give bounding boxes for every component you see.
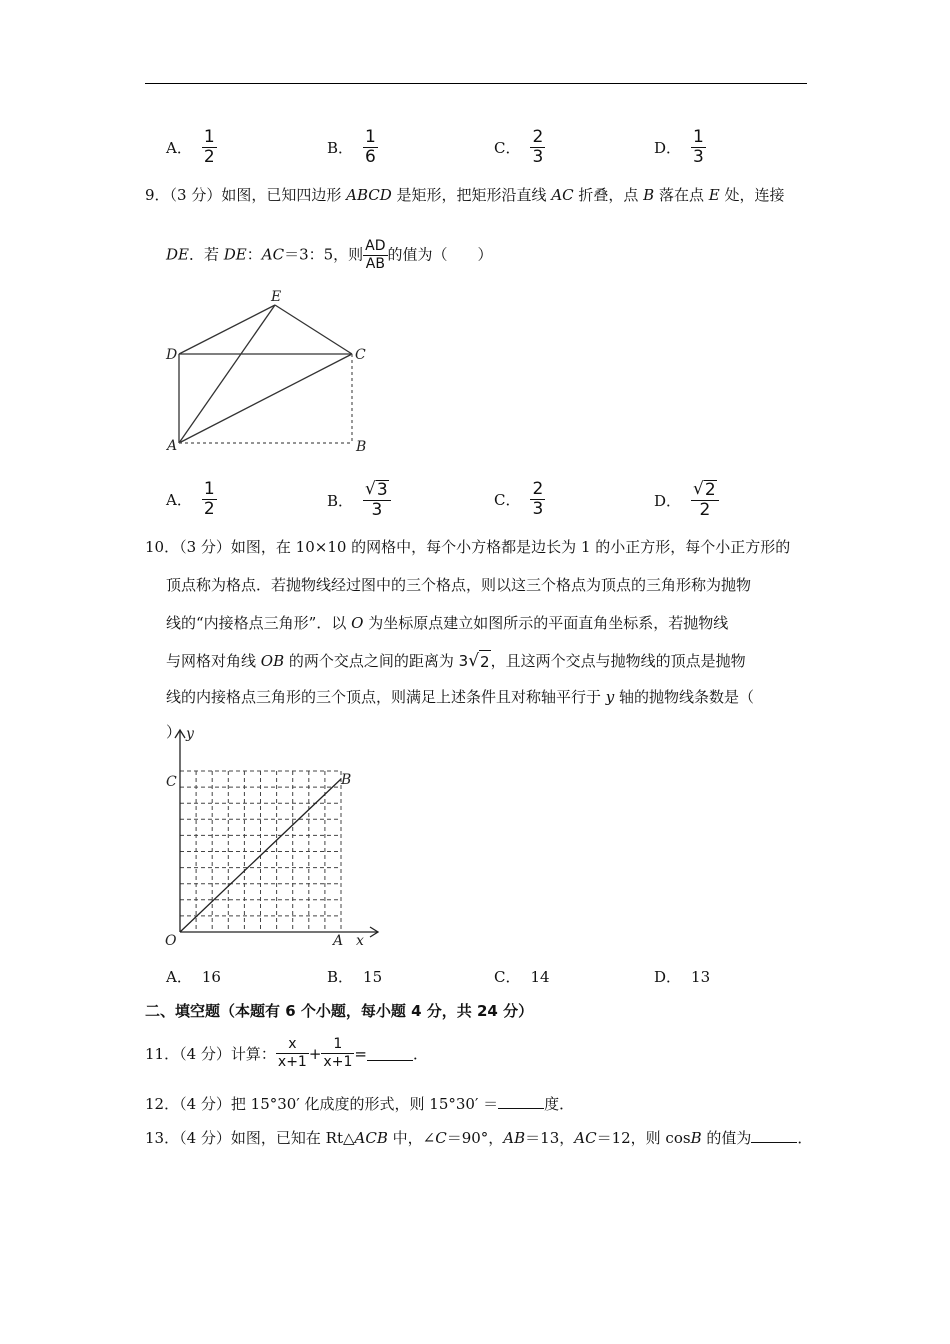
q9-stem-line2: DE．若 DE：AC＝3：5，则 $\frac{AD}{AB}$ 的值为（ ） [166, 238, 493, 272]
grid-lines [180, 771, 341, 932]
answer-blank[interactable] [498, 1094, 544, 1109]
fraction: √ 3 3 [363, 480, 391, 520]
label-b: B [341, 772, 352, 788]
label-c: C [355, 347, 366, 363]
header-rule [145, 83, 807, 84]
q9-option-c[interactable]: C． $\frac{2}{3}$ [494, 479, 544, 519]
q10-stem-line1: 10．（3 分）如图，在 10×10 的网格中，每个小方格都是边长为 1 的小正方形，每个小正方形的 [145, 538, 791, 556]
q13: 13．（4 分）如图，已知在 Rt△ACB 中，∠C＝90°，AB＝13，AC＝12，则 cosB 的值为 ． [145, 1129, 813, 1147]
answer-blank[interactable] [367, 1046, 413, 1061]
segment-ac [179, 354, 352, 443]
q10-grid-figure [160, 724, 390, 954]
fraction: $\frac{1}{6}$ [365, 127, 376, 167]
segment-de [179, 305, 275, 354]
q10-option-a[interactable]: A． 16 [166, 967, 221, 986]
section-title: 二、填空题（本题有 6 个小题，每小题 4 分，共 24 分） [145, 1002, 534, 1020]
fraction: $\frac{x}{x+1}$ [277, 1036, 307, 1070]
label-y: y [186, 726, 194, 742]
q10-stem-line5: 线的内接格点三角形的三个顶点，则满足上述条件且对称轴平行于 y 轴的抛物线条数是（ [166, 688, 755, 706]
sqrt-expression: 3 √ 2 [458, 651, 490, 671]
segment-ec [275, 305, 352, 354]
label-e: E [271, 289, 282, 305]
fraction: $\frac{1}{2}$ [203, 127, 215, 167]
fraction: $\frac{2}{3}$ [532, 479, 544, 519]
label-c: C [166, 774, 177, 790]
fraction: √ 2 2 [691, 480, 719, 520]
q9-option-a[interactable]: A． $\frac{1}{2}$ [166, 479, 215, 519]
q10-stem-line6: ） [166, 723, 182, 741]
label-a: A [167, 438, 178, 454]
q8-option-a[interactable]: A． $\frac{1}{2}$ [166, 127, 215, 167]
q10-stem-line3: 线的“内接格点三角形”．以 O 为坐标原点建立如图所示的平面直角坐标系，若抛物线 [166, 614, 729, 632]
q8-option-d[interactable]: D． $\frac{1}{3}$ [654, 127, 704, 167]
q10-option-c[interactable]: C． 14 [494, 967, 550, 986]
q8-option-b[interactable]: B． $\frac{1}{6}$ [327, 127, 376, 167]
q9-option-b[interactable]: B． √ 3 3 [327, 480, 391, 520]
q10-option-b[interactable]: B． 15 [327, 967, 383, 986]
fraction: $\frac{2}{3}$ [532, 127, 544, 167]
label-d: D [166, 347, 178, 363]
q10-stem-line2: 顶点称为格点．若抛物线经过图中的三个格点，则以这三个格点为顶点的三角形称为抛物 [166, 576, 752, 594]
fraction: $\frac{1}{3}$ [693, 127, 704, 167]
q12: 12．（4 分）把 15°30′ 化成度的形式，则 15°30′ ＝ 度． [145, 1095, 575, 1113]
q8-option-c[interactable]: C． $\frac{2}{3}$ [494, 127, 544, 167]
ratio-fraction: $\frac{AD}{AB}$ [365, 238, 386, 272]
q10-option-d[interactable]: D． 13 [654, 967, 711, 986]
label-a: A [333, 933, 344, 949]
q9-rectangle-figure [160, 286, 380, 458]
q11: 11．（4 分）计算： $\frac{x}{x+1}$ + $\frac{1}{x+1}$ = ． [145, 1036, 428, 1070]
segment-ae [179, 305, 275, 443]
label-o: O [165, 933, 177, 949]
label-b: B [356, 439, 367, 455]
q9-option-d[interactable]: D． √ 2 2 [654, 480, 719, 520]
q9-stem-line1: 9．（3 分）如图，已知四边形 ABCD 是矩形，把矩形沿直线 AC 折叠，点 B 落在点 E 处，连接 [145, 186, 785, 204]
fraction: $\frac{1}{2}$ [203, 479, 215, 519]
fraction: $\frac{1}{x+1}$ [323, 1036, 353, 1070]
label-x: x [356, 933, 364, 949]
q10-stem-line4: 与网格对角线 OB 的两个交点之间的距离为 3 √ 2 ，且这两个交点与抛物线的顶点是抛物 [166, 651, 746, 671]
answer-blank[interactable] [751, 1128, 797, 1143]
